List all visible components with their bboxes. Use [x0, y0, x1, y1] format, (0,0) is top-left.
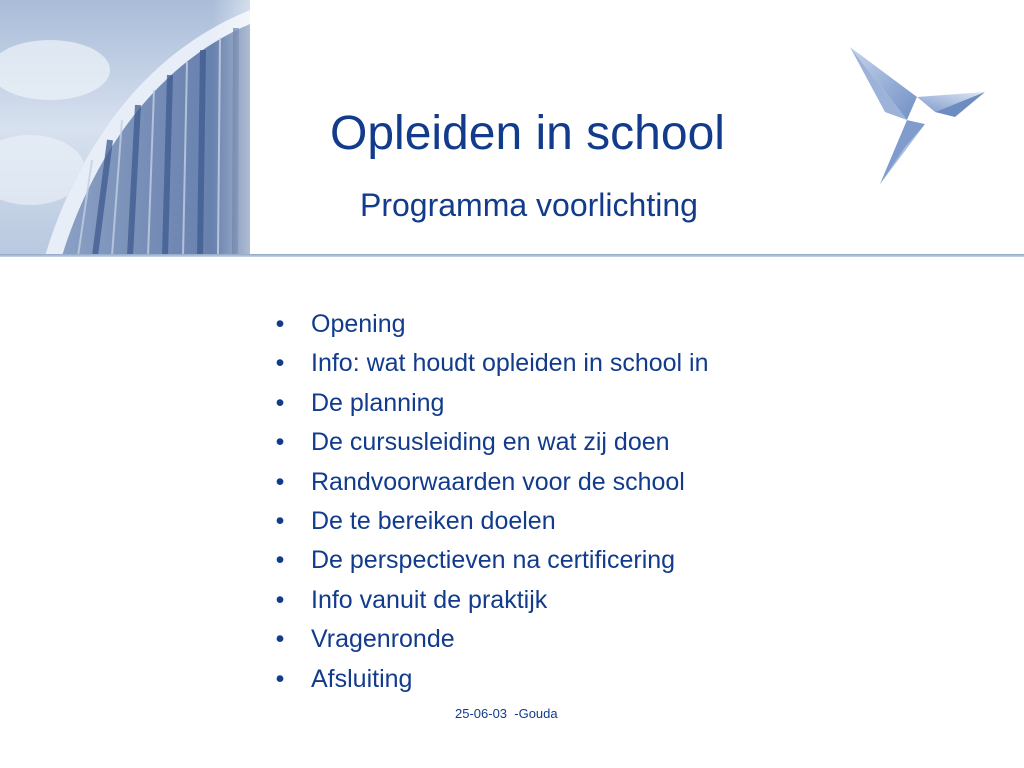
agenda-item-text: Info vanuit de praktijk — [311, 585, 548, 614]
agenda-item-text: Opening — [311, 310, 406, 338]
footer-date-location: 25-06-03 -Gouda — [455, 706, 558, 721]
agenda-item-text: De te bereiken doelen — [311, 506, 556, 535]
agenda-item-text: Vragenronde — [311, 625, 455, 654]
bullet: • — [275, 585, 285, 614]
bullet: • — [275, 506, 285, 535]
building-photo — [0, 0, 250, 256]
bullet: • — [275, 388, 285, 417]
bullet: • — [275, 349, 285, 378]
slide-title: Opleiden in school — [330, 107, 725, 160]
bullet: • — [275, 546, 285, 575]
bullet: • — [275, 310, 285, 338]
bullet: • — [275, 467, 285, 496]
agenda-item-text: Afsluiting — [311, 664, 413, 693]
triangle-logo-icon — [845, 42, 990, 190]
agenda-item-text: Randvoorwaarden voor de school — [311, 467, 685, 496]
agenda-item-text: De planning — [311, 388, 445, 417]
bullet: • — [275, 428, 285, 457]
bullet: • — [275, 625, 285, 654]
bullet: • — [275, 664, 285, 693]
agenda-item-text: De cursusleiding en wat zij doen — [311, 428, 670, 457]
slide-subtitle: Programma voorlichting — [360, 187, 698, 223]
agenda-item-text: Info: wat houdt opleiden in school in — [311, 349, 709, 378]
agenda-item-text: De perspectieven na certificering — [311, 546, 676, 575]
header-divider — [0, 254, 1024, 257]
